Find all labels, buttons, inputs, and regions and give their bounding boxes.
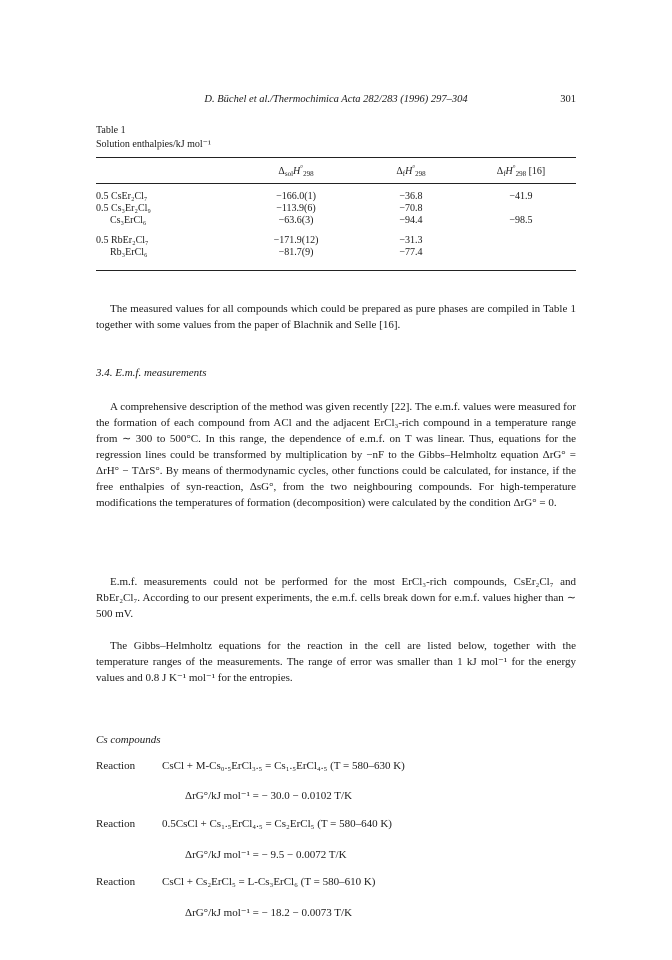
table-cell-formation: −36.8 — [399, 191, 423, 202]
table-cell-compound: Cs₃ErCl₆ — [110, 215, 147, 226]
gibbs-equation: ΔrG°/kJ mol⁻¹ = − 30.0 − 0.0102 T/K — [185, 790, 353, 802]
running-head — [96, 94, 576, 110]
subsection-heading: Cs compounds — [96, 734, 161, 746]
table-title: Solution enthalpies/kJ mol⁻¹ — [96, 139, 211, 150]
table-cell-solution: −171.9(12) — [273, 235, 319, 246]
gibbs-equation: ΔrG°/kJ mol⁻¹ = − 9.5 − 0.0072 T/K — [185, 849, 347, 861]
table-cell-compound: Rb₃ErCl₆ — [110, 247, 148, 258]
table-cell-formation: −31.3 — [399, 235, 423, 246]
running-title: D. Büchel et al./Thermochimica Acta 282/283 (1996) 297–304 — [204, 94, 468, 105]
table-caption — [96, 124, 211, 152]
table-cell-compound: 0.5 Cs₃Er₂Cl₉ — [96, 203, 151, 214]
reaction-label: Reaction — [96, 876, 136, 888]
reaction-label: Reaction — [96, 760, 136, 772]
gibbs-equation: ΔrG°/kJ mol⁻¹ = − 18.2 − 0.0073 T/K — [185, 907, 353, 919]
reaction-label: Reaction — [96, 818, 136, 830]
table-cell-formation: −77.4 — [399, 247, 423, 258]
table-cell-solution: −113.9(6) — [276, 203, 316, 214]
table-bottom-rule — [96, 270, 576, 271]
reaction-equation: CsCl + Cs₂ErCl₅ = L-Cs₃ErCl₆ (T = 580–610 K) — [162, 876, 376, 888]
paragraph: The Gibbs–Helmholtz equations for the reaction in the cell are listed below, together with the temperature ranges of the measurements. The range of error was smaller than 1 kJ mol⁻¹ for the energy values and 0.8 J K⁻¹ mol⁻¹ for the entropies. — [96, 640, 576, 684]
page-number: 301 — [560, 94, 576, 105]
table-cell-solution: −63.6(3) — [278, 215, 314, 226]
table-cell-compound: 0.5 RbEr₂Cl₇ — [96, 235, 149, 246]
col-header-literature: $\Delta_fH^\circ_{298}$ [16] — [496, 164, 546, 178]
col-header-solution: $\Delta_{sol}H^\circ_{298}$ — [278, 164, 314, 178]
paragraph: E.m.f. measurements could not be performed for the most ErCl₃-rich compounds, CsEr₂Cl₇ and RbEr₂Cl₇. According to our present experiments, the e.m.f. cells break down for e.m.f. values higher than ∼ 500 mV. — [96, 576, 576, 620]
table-cell-literature: −41.9 — [509, 191, 533, 202]
table-header-rule — [96, 183, 576, 184]
table-cell-compound: 0.5 CsEr₂Cl₇ — [96, 191, 148, 202]
table-cell-formation: −70.8 — [399, 203, 423, 214]
table-cell-literature: −98.5 — [509, 215, 533, 226]
col-header-formation: $\Delta_fH^\circ_{298}$ — [396, 164, 426, 178]
paragraph: A comprehensive description of the method was given recently [22]. The e.m.f. values were measured for the formation of each compound from ACl and the adjacent ErCl₃-rich compound in a temperature range from ∼ 300 to 500°C. In this range, the dependence of e.m.f. on T was linear. Thus, equations for the regression lines could be transformed by multiplication by −nF to the Gibbs–Helmholtz equation ΔrG° = ΔrH° − TΔrS°. By means of thermodynamic cycles, other functions could be calculated, for instance, if the free enthalpies of syn-reaction, ΔsG°, from the two neighbouring compounds. For high-temperature modifications the temperatures of formation (decomposition) were calculated by the condition ΔrG° = 0. — [96, 401, 576, 509]
reaction-equation: CsCl + M-Cs₀.₅ErCl₃.₅ = Cs₁.₅ErCl₄.₅ (T = 580–630 K) — [162, 760, 405, 772]
table-cell-solution: −166.0(1) — [276, 191, 316, 202]
reaction-equation: 0.5CsCl + Cs₁.₅ErCl₄.₅ = Cs₂ErCl₅ (T = 580–640 K) — [162, 818, 392, 830]
table-cell-solution: −81.7(9) — [278, 247, 314, 258]
section-heading: 3.4. E.m.f. measurements — [96, 367, 207, 379]
table-cell-formation: −94.4 — [399, 215, 423, 226]
table-top-rule — [96, 157, 576, 158]
paragraph: The measured values for all compounds which could be prepared as pure phases are compiled in Table 1 together with some values from the paper of Blachnik and Selle [16]. — [96, 303, 576, 331]
table-label: Table 1 — [96, 125, 126, 136]
